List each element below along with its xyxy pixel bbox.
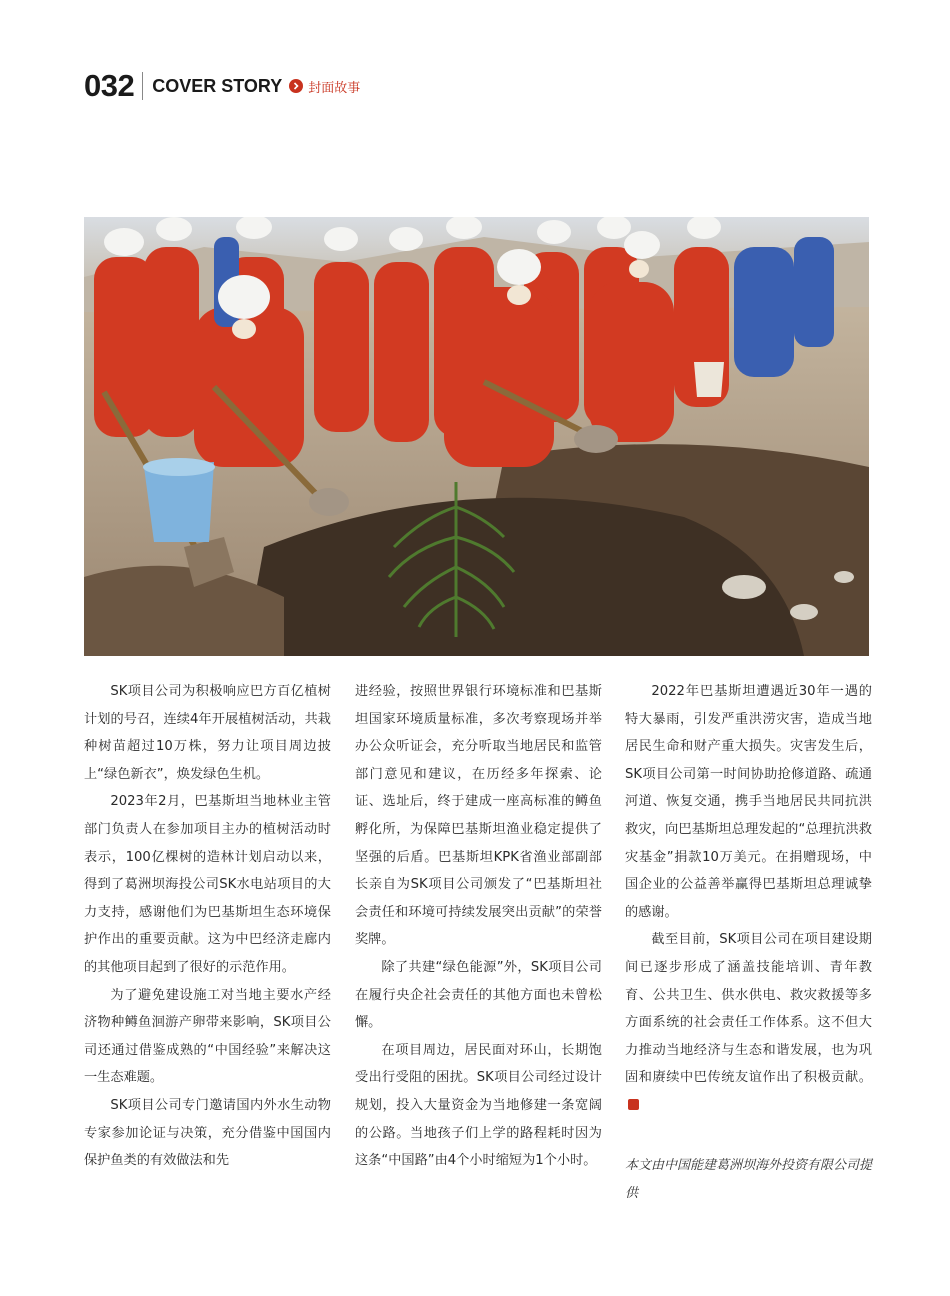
paragraph: 进经验，按照世界银行环境标准和巴基斯坦国家环境质量标准，多次考察现场并举办公众听证会，充分听取当地居民和监管部门意见和建议，在历经多年探索、论证、选址后，终于建成一座高标准的鳟鱼孵化所，为保障巴基斯坦渔业稳定提供了坚强的后盾。巴基斯坦KPK省渔业部副部长亲自为SK项目公司颁发了“巴基斯坦社会责任和环境可持续发展突出贡献”的荣誉奖牌。 — [355, 684, 602, 948]
paragraph: 2022年巴基斯坦遭遇近30年一遇的特大暴雨，引发严重洪涝灾害，造成当地居民生命和财产重大损失。灾害发生后，SK项目公司第一时间协助抢修道路、疏通河道、恢复交通，携手当地居民共同抗洪救灾，向巴基斯坦总理发起的“总理抗洪救灾基金”捐款10万美元。在捐赠现场，中国企业的公益善举赢得巴基斯坦总理诚挚的感谢。 — [625, 684, 872, 920]
tree-planting-photo — [84, 217, 869, 656]
paragraph: 在项目周边，居民面对环山，长期饱受出行受阻的困扰。SK项目公司经过设计规划，投入大量资金为当地修建一条宽阔的公路。当地孩子们上学的路程耗时因为这条“中国路”由4个小时缩短为1个小时。 — [355, 1042, 602, 1169]
article-column-1 — [84, 678, 331, 1175]
paragraph: 2023年2月，巴基斯坦当地林业主管部门负责人在参加项目主办的植树活动时表示，100亿棵树的造林计划启动以来，得到了葛洲坝海投公司SK水电站项目的大力支持，感谢他们为巴基斯坦生态环境保护作出的重要贡献。这为中巴经济走廊内的其他项目起到了很好的示范作用。 — [84, 794, 331, 975]
paragraph: 除了共建“绿色能源”外，SK项目公司在履行央企社会责任的其他方面也未曾松懈。 — [355, 959, 602, 1031]
end-mark-icon — [628, 1099, 639, 1110]
paragraph-text: 截至目前，SK项目公司在项目建设期间已逐步形成了涵盖技能培训、青年教育、公共卫生、供水供电、救灾救援等多方面系统的社会责任工作体系。这不但大力推动当地经济与生态和谐发展，也为巩固和赓续中巴传统友谊作出了积极贡献。 — [625, 932, 872, 1086]
page-number: 032 — [84, 68, 135, 103]
section-title: COVER STORY — [152, 75, 283, 96]
header-divider — [142, 72, 143, 100]
paragraph: SK项目公司专门邀请国内外水生动物专家参加论证与决策，充分借鉴中国国内保护鱼类的有效做法和先 — [84, 1097, 331, 1169]
page-header — [84, 66, 360, 106]
paragraph: SK项目公司为积极响应巴方百亿植树计划的号召，连续4年开展植树活动，共栽种树苗超过10万株，努力让项目周边披上“绿色新衣”，焕发绿色生机。 — [84, 684, 331, 782]
section-title-cn: 封面故事 — [308, 80, 361, 96]
article-column-3 — [625, 678, 872, 1120]
article-column-2 — [355, 678, 602, 1175]
paragraph — [625, 926, 872, 1119]
chevron-right-icon — [289, 79, 303, 93]
paragraph: 为了避免建设施工对当地主要水产经济物种鳟鱼洄游产卵带来影响，SK项目公司还通过借鉴成熟的“中国经验”来解决这一生态难题。 — [84, 987, 331, 1086]
article-credit: 本文由中国能建葛洲坝海外投资有限公司提供 — [625, 1158, 873, 1201]
